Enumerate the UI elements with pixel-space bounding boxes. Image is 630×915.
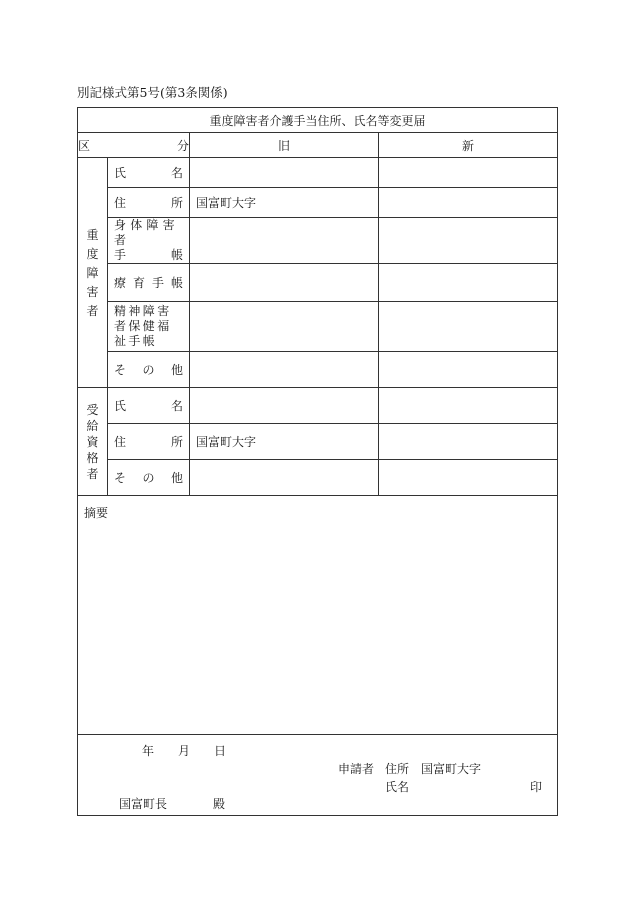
row-label-other: そ の 他	[108, 460, 190, 496]
recipient-name-new-field[interactable]	[379, 388, 558, 424]
severe-address-old-field[interactable]: 国富町大字	[190, 188, 379, 218]
form-number-label: 別記様式第5号(第3条関係)	[77, 85, 228, 100]
recipient-address-old-field[interactable]: 国富町大字	[190, 424, 379, 460]
row-label-name: 氏 名	[108, 388, 190, 424]
row-label-address: 住 所	[108, 188, 190, 218]
date-year: 年	[142, 744, 155, 758]
applicant-label: 申請者	[338, 762, 375, 776]
severe-other-old-field[interactable]	[190, 352, 379, 388]
mental-booklet-new-field[interactable]	[379, 302, 558, 352]
header-category	[78, 133, 190, 158]
applicant-name-label: 氏名	[385, 780, 410, 794]
form-title: 重度障害者介護手当住所、氏名等変更届	[78, 108, 558, 133]
date-month: 月	[178, 744, 191, 758]
addressee-honorific: 殿	[213, 797, 226, 811]
row-label-name: 氏 名	[108, 158, 190, 188]
recipient-other-old-field[interactable]	[190, 460, 379, 496]
recipient-other-new-field[interactable]	[379, 460, 558, 496]
group-label-severe-disability: 重 度 障 害 者	[78, 158, 108, 388]
severe-other-new-field[interactable]	[379, 352, 558, 388]
applicant-address-label: 住所	[385, 762, 410, 776]
recipient-name-old-field[interactable]	[190, 388, 379, 424]
header-category-char1: 区	[78, 138, 91, 153]
ryoiku-booklet-old-field[interactable]	[190, 264, 379, 302]
addressee-mayor: 国富町長	[119, 797, 168, 811]
recipient-address-new-field[interactable]	[379, 424, 558, 460]
header-category-char2: 分	[176, 138, 189, 153]
signature-block	[78, 735, 558, 816]
summary-field[interactable]	[78, 496, 558, 735]
seal-mark: 印	[530, 780, 543, 794]
severe-name-old-field[interactable]	[190, 158, 379, 188]
row-label-address: 住 所	[108, 424, 190, 460]
row-label-physical-disability-booklet: 身体障害者 手 帳	[108, 218, 190, 264]
header-old: 旧	[190, 133, 379, 158]
mental-booklet-old-field[interactable]	[190, 302, 379, 352]
header-new: 新	[379, 133, 558, 158]
row-label-other: そ の 他	[108, 352, 190, 388]
change-notification-form	[77, 107, 558, 816]
severe-address-new-field[interactable]	[379, 188, 558, 218]
row-label-mental-health-booklet: 精神障害者保健福祉手帳	[108, 302, 190, 352]
ryoiku-booklet-new-field[interactable]	[379, 264, 558, 302]
applicant-address-value: 国富町大字	[421, 762, 482, 776]
physical-booklet-new-field[interactable]	[379, 218, 558, 264]
summary-label: 摘要	[84, 506, 109, 520]
date-day: 日	[214, 744, 227, 758]
row-label-ryoiku-booklet: 療 育 手 帳	[108, 264, 190, 302]
group-label-eligible-recipient: 受 給 資 格 者	[78, 388, 108, 496]
severe-name-new-field[interactable]	[379, 158, 558, 188]
physical-booklet-old-field[interactable]	[190, 218, 379, 264]
